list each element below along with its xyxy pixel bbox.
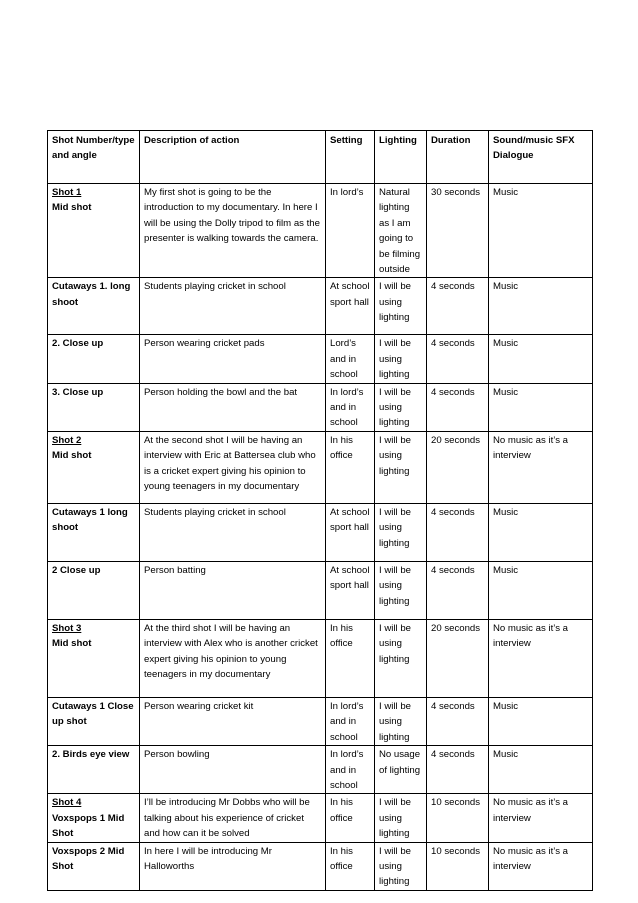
cell-setting: In his office	[326, 794, 375, 842]
cell-setting: In lord’s and in school	[326, 697, 375, 745]
shot-type: Cutaways 1 Close up shot	[52, 700, 134, 728]
cell-lighting: Natural lighting as I am going to be filming outside	[375, 184, 427, 278]
cell-setting: In his office	[326, 431, 375, 503]
cell-shot	[48, 842, 140, 890]
cell-description: Person batting	[140, 561, 326, 619]
table-row	[48, 794, 593, 842]
shot-list-table	[47, 130, 593, 891]
cell-shot	[48, 697, 140, 745]
table-header-row	[48, 131, 593, 184]
cell-lighting: I will be using lighting	[375, 278, 427, 335]
cell-lighting: I will be using lighting	[375, 697, 427, 745]
cell-setting: At school sport hall	[326, 561, 375, 619]
cell-shot	[48, 746, 140, 794]
cell-setting: At school sport hall	[326, 503, 375, 561]
cell-sound: No music as it’s a interview	[489, 794, 593, 842]
cell-shot	[48, 335, 140, 383]
cell-lighting: I will be using lighting	[375, 383, 427, 431]
cell-duration: 4 seconds	[427, 278, 489, 335]
shot-type: Voxspops 1 Mid Shot	[52, 812, 125, 840]
shot-type: Mid shot	[52, 202, 92, 214]
cell-setting: In his office	[326, 842, 375, 890]
cell-duration: 4 seconds	[427, 383, 489, 431]
cell-lighting: I will be using lighting	[375, 503, 427, 561]
cell-description: At the second shot I will be having an interview with Eric at Battersea club who is a cricket expert giving his opinion to young teenagers in my documentary	[140, 431, 326, 503]
cell-shot	[48, 503, 140, 561]
cell-lighting: No usage of lighting	[375, 746, 427, 794]
cell-shot	[48, 278, 140, 335]
shot-title: Shot 3	[52, 622, 82, 634]
shot-type: 2 Close up	[52, 564, 101, 576]
cell-sound: Music	[489, 278, 593, 335]
shot-type: Cutaways 1 long shoot	[52, 506, 128, 534]
cell-sound: No music as it’s a interview	[489, 619, 593, 697]
shot-type: Mid shot	[52, 638, 92, 650]
cell-lighting: I will be using lighting	[375, 794, 427, 842]
header-duration: Duration	[427, 131, 489, 184]
cell-duration: 4 seconds	[427, 503, 489, 561]
shot-type: 2. Birds eye view	[52, 749, 130, 761]
cell-shot	[48, 794, 140, 842]
cell-sound: No music as it’s a interview	[489, 842, 593, 890]
shot-type: 2. Close up	[52, 338, 104, 350]
cell-sound: Music	[489, 335, 593, 383]
cell-shot	[48, 619, 140, 697]
table-body	[48, 184, 593, 891]
cell-duration: 4 seconds	[427, 561, 489, 619]
cell-lighting: I will be using lighting	[375, 842, 427, 890]
cell-duration: 30 seconds	[427, 184, 489, 278]
table-row	[48, 278, 593, 335]
header-sound: Sound/music SFX Dialogue	[489, 131, 593, 184]
cell-description: Students playing cricket in school	[140, 278, 326, 335]
cell-sound: Music	[489, 184, 593, 278]
cell-description: My first shot is going to be the introduction to my documentary. In here I will be using the Dolly tripod to film as the presenter is walking towards the camera.	[140, 184, 326, 278]
cell-shot	[48, 184, 140, 278]
cell-setting: At school sport hall	[326, 278, 375, 335]
table-row	[48, 431, 593, 503]
cell-setting: In lord’s and in school	[326, 383, 375, 431]
cell-sound: Music	[489, 561, 593, 619]
header-setting: Setting	[326, 131, 375, 184]
cell-shot	[48, 431, 140, 503]
shot-type: Voxspops 2 Mid Shot	[52, 845, 125, 872]
shot-type: Cutaways 1. long shoot	[52, 281, 131, 308]
cell-duration: 10 seconds	[427, 794, 489, 842]
table-row	[48, 383, 593, 431]
cell-description: Person wearing cricket kit	[140, 697, 326, 745]
table-row	[48, 335, 593, 383]
header-lighting: Lighting	[375, 131, 427, 184]
cell-description: Students playing cricket in school	[140, 503, 326, 561]
cell-shot	[48, 561, 140, 619]
cell-lighting: I will be using lighting	[375, 335, 427, 383]
cell-shot	[48, 383, 140, 431]
cell-description: Person bowling	[140, 746, 326, 794]
cell-description: Person wearing cricket pads	[140, 335, 326, 383]
shot-title: Shot 1	[52, 187, 82, 198]
cell-setting: In his office	[326, 619, 375, 697]
cell-setting: Lord’s and in school	[326, 335, 375, 383]
cell-sound: Music	[489, 503, 593, 561]
table-row	[48, 561, 593, 619]
header-shot: Shot Number/type and angle	[48, 131, 140, 184]
cell-sound: Music	[489, 746, 593, 794]
cell-sound: Music	[489, 697, 593, 745]
table-row	[48, 697, 593, 745]
table-row	[48, 619, 593, 697]
cell-duration: 4 seconds	[427, 697, 489, 745]
cell-duration: 10 seconds	[427, 842, 489, 890]
shot-type: Mid shot	[52, 450, 92, 462]
table-row	[48, 842, 593, 890]
cell-sound: Music	[489, 383, 593, 431]
cell-description: In here I will be introducing Mr Halloworths	[140, 842, 326, 890]
table-row	[48, 746, 593, 794]
cell-duration: 20 seconds	[427, 431, 489, 503]
table-row	[48, 184, 593, 278]
shot-title: Shot 4	[52, 797, 82, 809]
cell-setting: In lord’s and in school	[326, 746, 375, 794]
cell-lighting: I will be using lighting	[375, 561, 427, 619]
header-description: Description of action	[140, 131, 326, 184]
cell-duration: 4 seconds	[427, 746, 489, 794]
cell-lighting: I will be using lighting	[375, 431, 427, 503]
cell-sound: No music as it’s a interview	[489, 431, 593, 503]
cell-duration: 20 seconds	[427, 619, 489, 697]
cell-setting: In lord’s	[326, 184, 375, 278]
shot-type: 3. Close up	[52, 386, 104, 398]
table-row	[48, 503, 593, 561]
cell-description: At the third shot I will be having an interview with Alex who is another cricket expert giving his opinion to young teenagers in my documentary	[140, 619, 326, 697]
cell-lighting: I will be using lighting	[375, 619, 427, 697]
cell-description: I’ll be introducing Mr Dobbs who will be talking about his experience of cricket and how can it be solved	[140, 794, 326, 842]
cell-duration: 4 seconds	[427, 335, 489, 383]
cell-description: Person holding the bowl and the bat	[140, 383, 326, 431]
shot-title: Shot 2	[52, 434, 82, 446]
